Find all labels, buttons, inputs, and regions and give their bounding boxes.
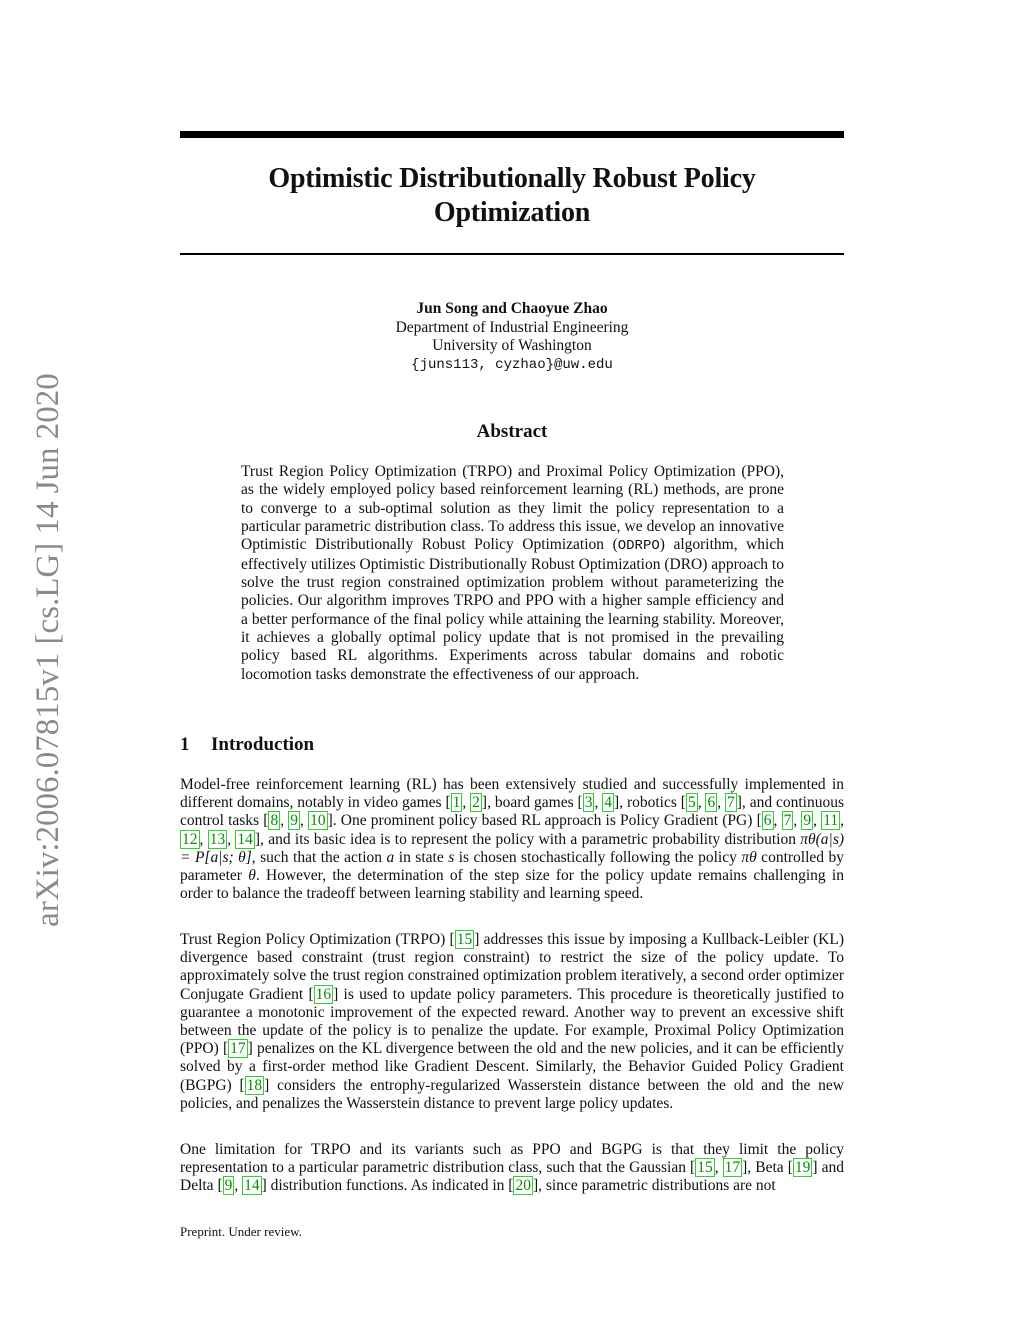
citation-link[interactable]: 12 <box>182 830 198 848</box>
text-span: ], since parametric distributions are not <box>532 1177 776 1195</box>
text-span: ], Beta [ <box>742 1159 793 1177</box>
affiliation-university: University of Washington <box>432 337 592 354</box>
author-names: Jun Song and Chaoyue Zhao <box>416 300 608 317</box>
text-span: ], robotics [ <box>614 794 686 812</box>
citation-link[interactable]: 19 <box>794 1159 811 1177</box>
paper-title <box>180 162 844 230</box>
citation-link[interactable]: 9 <box>290 812 299 830</box>
text-span: ] is used to update policy parameters. This procedure is theoretically justified to guarantee a monotonic improvement of the expected reward. Another way to prevent an excessive shift between the update of the policy is to penalize the update. For example, Proximal Policy Optimization (PPO) [ <box>180 985 844 1058</box>
text-span: ] distribution functions. As indicated in [ <box>261 1177 514 1195</box>
citation-link[interactable]: 8 <box>270 812 279 830</box>
text-span: Model-free reinforcement learning (RL) has been extensively studied and successfully implemented in different domains, notably in video games [ <box>180 776 844 812</box>
abstract-part-1: Trust Region Policy Optimization (TRPO) and Proximal Policy Optimization (PPO), as the widely employed policy based reinforcement learning (RL) methods, are prone to converge to a sub-optimal solution as they limit the policy representation to a particular parametric distribution class. To address this issue, we develop an innovative Optimistic Distributionally Robust Policy Optimization ( <box>241 463 784 554</box>
intro-paragraph-2 <box>180 931 844 1113</box>
citation-link[interactable]: 4 <box>604 794 612 812</box>
section-number: 1 <box>180 734 190 755</box>
citation-link[interactable]: 13 <box>209 830 226 848</box>
section-title: Introduction <box>211 734 315 755</box>
abstract-part-2: ) algorithm, which effectively utilizes Optimistic Distributionally Robust Optimization (DRO) approach to solve the trust region constrained optimization problem without parameterizing the policies. Our algorithm improves TRPO and PPO with a higher sample efficiency and a better performance of the final policy while attaining the learning stability. Moreover, it achieves a globally optimal policy update that is not promised in the prevailing policy based RL algorithms. Experiments across tabular domains and robotic locomotion tasks demonstrate the effectiveness of our approach. <box>241 536 784 683</box>
footer-note: Preprint. Under review. <box>180 1224 302 1239</box>
citation-link[interactable]: 9 <box>803 812 812 830</box>
citation-link[interactable]: 16 <box>315 985 332 1003</box>
math-parameter: θ <box>248 867 256 885</box>
text-span: in state <box>394 848 449 866</box>
citation-link[interactable]: 14 <box>237 830 253 848</box>
author-block <box>180 300 844 374</box>
citation-link[interactable]: 10 <box>310 812 326 830</box>
affiliation-department: Department of Industrial Engineering <box>395 318 629 336</box>
citation-link[interactable]: 6 <box>763 812 772 830</box>
section-heading-introduction <box>180 734 314 756</box>
text-span: ], and its basic idea is to represent the policy with a parametric probability distribution <box>254 830 801 848</box>
title-line-1: Optimistic Distributionally Robust Policy <box>268 163 756 194</box>
intro-paragraph-1: Model-free reinforcement learning (RL) has been extensively studied and successfully implemented in different domains, notably in video games [ 1 , 2 ], board games [ 3 , 4 ], robotics [ 5 , 6 , 7 ], and continuous control tasks [ 8 , 9 , 10 ]. One prominent policy based RL approach is Policy Gradient (PG) [ 6 , 7 , 9 , 11 , 12 , 13 , 14 ], and its basic idea is to represent the policy with a parametric probability distribution πθ(a|s) = P[a|s; θ], such that the action a in state s is chosen stochastically following the policy πθ controlled by parameter θ. However, the determination of the step size for the policy update remains challenging in order to balance the tradeoff between learning stability and learning speed. <box>180 776 845 903</box>
citation-link[interactable]: 17 <box>230 1040 246 1058</box>
intro-paragraph-3: One limitation for TRPO and its variants such as PPO and BGPG is that they limit the policy representation to a particular parametric distribution class, such that the Gaussian [ 15 , 17 ], Beta [ 19 ] and Delta [ 9 , 14 ] distribution functions. As indicated in [ 20 ], since parametric distributions are not <box>180 1141 845 1195</box>
citation-link[interactable]: 5 <box>687 794 696 812</box>
arxiv-identifier: arXiv:2006.07815v1 [cs.LG] 14 Jun 2020 <box>30 373 66 927</box>
citation-link[interactable]: 15 <box>697 1159 713 1177</box>
citation-link[interactable]: 18 <box>246 1076 263 1094</box>
text-span: ] penalizes on the KL divergence between the old and the new policies, and it can be efficiently solved by a first-order method like Gradient Descent. Similarly, the Behavior Guided Policy Gradient (BGPG) [ <box>180 1040 844 1094</box>
citation-link[interactable]: 3 <box>584 794 593 812</box>
title-line-2: Optimization <box>433 197 591 228</box>
math-action: a <box>386 848 395 866</box>
text-span: ] and Delta [ <box>180 1159 845 1195</box>
text-span: Trust Region Policy Optimization (TRPO) [ <box>180 931 455 948</box>
citation-link[interactable]: 2 <box>472 794 480 812</box>
author-email: {juns113, cyzhao}@uw.edu <box>411 356 613 373</box>
title-rule-top <box>180 131 844 138</box>
text-span: is chosen stochastically following the policy <box>454 848 742 866</box>
text-span: , such that the action <box>251 848 387 866</box>
text-span: ]. One prominent policy based RL approach is Policy Gradient (PG) [ <box>327 812 762 830</box>
math-state: s <box>448 848 455 866</box>
citation-link[interactable]: 17 <box>724 1159 741 1177</box>
citation-link[interactable]: 20 <box>515 1177 531 1195</box>
citation-link[interactable]: 15 <box>456 931 473 948</box>
text-span: ] addresses this issue by imposing a Kullback-Leibler (KL) divergence based constraint (trust region constraint) to restrict the size of the policy update. To approximately solve the trust region constrained optimization problem iteratively, a second order optimizer Conjugate Gradient [ <box>180 931 845 1003</box>
text-span: . However, the determination of the step size for the policy update remains challenging in order to balance the tradeoff between learning stability and learning speed. <box>180 867 844 903</box>
citation-link[interactable]: 11 <box>823 812 839 830</box>
text-span: One limitation for TRPO and its variants such as PPO and BGPG is that they limit the policy representation to a particular parametric distribution class, such that the Gaussian [ <box>180 1141 844 1177</box>
citation-link[interactable]: 6 <box>707 794 716 812</box>
math-policy: πθ <box>741 848 757 866</box>
abstract-heading: Abstract <box>476 421 548 442</box>
text-span: ], board games [ <box>481 794 583 812</box>
citation-link[interactable]: 7 <box>727 794 735 812</box>
text-span: controlled by parameter <box>180 848 845 885</box>
abstract-text <box>241 463 784 684</box>
citation-link[interactable]: 9 <box>224 1177 233 1195</box>
math-policy-definition: πθ(a|s) = P[a|s; θ] <box>180 830 845 866</box>
citation-link[interactable]: 7 <box>783 812 792 830</box>
citation-link[interactable]: 14 <box>244 1177 260 1195</box>
algorithm-name: ODRPO <box>617 538 660 555</box>
citation-link[interactable]: 1 <box>452 794 461 812</box>
text-span: ], and continuous control tasks [ <box>180 794 845 830</box>
text-span: ] considers the entrophy-regularized Wasserstein distance between the old and the new policies, and penalizes the Wasserstein distance to prevent large policy updates. <box>180 1076 844 1112</box>
title-rule-bottom <box>180 253 844 255</box>
